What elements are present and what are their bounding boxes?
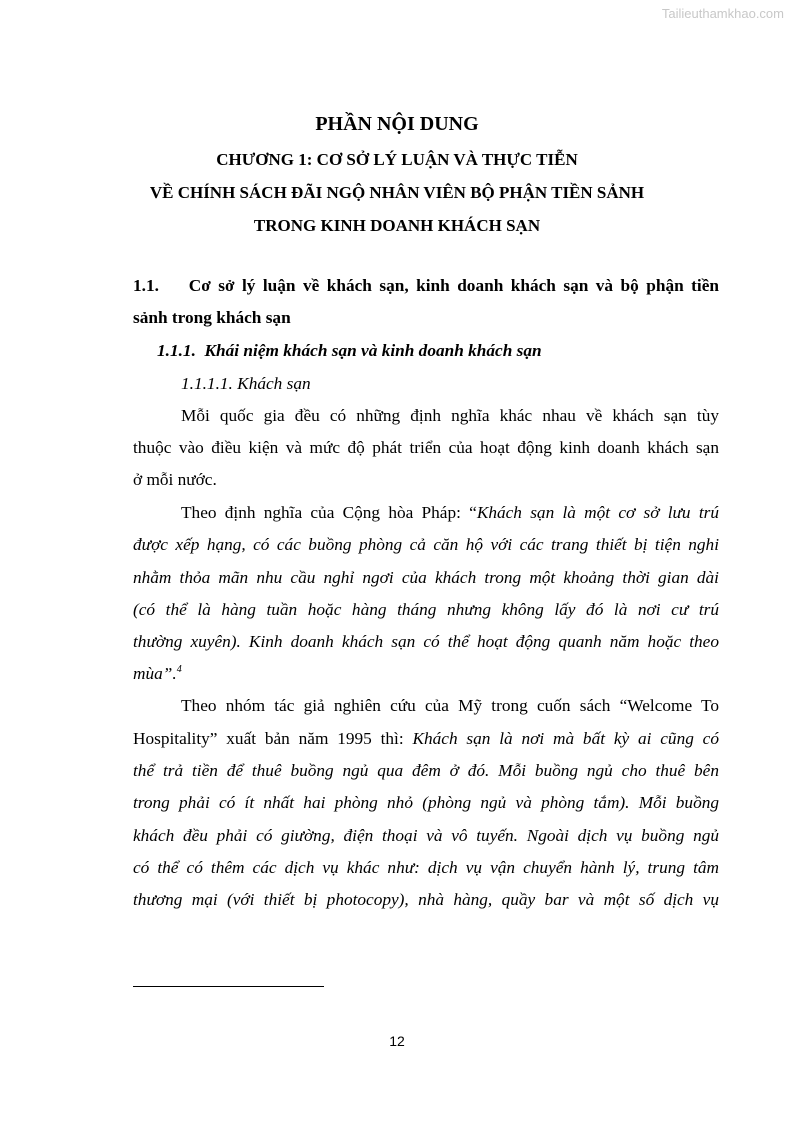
paragraph-3-line-2 bbox=[133, 729, 719, 753]
section-heading-1-1-line-2: sảnh trong khách sạn bbox=[133, 308, 291, 327]
part-title: PHẦN NỘI DUNG bbox=[315, 113, 479, 135]
paragraph-3-line-6: có thể có thêm các dịch vụ khác như: dịch vụ vận chuyển hành lý, trung tâm bbox=[133, 858, 719, 877]
paragraph-3-definition-start: Khách sạn là nơi mà bất kỳ ai cũng có bbox=[412, 729, 719, 748]
paragraph-2-line-5: thường xuyên). Kinh doanh khách sạn có thể hoạt động quanh năm hoặc theo bbox=[133, 632, 719, 651]
paragraph-3-line-4: trong phải có ít nhất hai phòng nhỏ (phòng ngủ và phòng tắm). Mỗi buồng bbox=[133, 793, 719, 812]
paragraph-2-line-2: được xếp hạng, có các buồng phòng cả căn hộ với các trang thiết bị tiện nghi bbox=[133, 535, 719, 554]
page-number: 12 bbox=[389, 1033, 405, 1049]
paragraph-3-line-1: Theo nhóm tác giả nghiên cứu của Mỹ trong cuốn sách “Welcome To bbox=[181, 696, 719, 715]
paragraph-2-quote-start: Khách sạn là một cơ sở lưu trú bbox=[476, 503, 719, 522]
paragraph-2-line-6 bbox=[133, 664, 719, 688]
watermark: Tailieuthamkhao.com bbox=[661, 6, 784, 21]
section-heading-1-1-line-1: 1.1. Cơ sở lý luận về khách sạn, kinh doanh khách sạn và bộ phận tiền bbox=[133, 276, 719, 295]
section-heading-1-1-1-1: 1.1.1.1. Khách sạn bbox=[181, 374, 311, 393]
paragraph-1-line-2: thuộc vào điều kiện và mức độ phát triển của hoạt động kinh doanh khách sạn bbox=[133, 438, 719, 457]
paragraph-2-intro: Theo định nghĩa của Cộng hòa Pháp: “ bbox=[181, 503, 477, 522]
paragraph-3-line-3: thể trả tiền để thuê buồng ngủ qua đêm ở đó. Mỗi buồng ngủ cho thuê bên bbox=[133, 761, 719, 780]
paragraph-1-line-3: ở mỗi nước. bbox=[133, 470, 217, 489]
paragraph-2-line-3: nhằm thỏa mãn nhu cầu nghỉ ngơi của khách trong một khoảng thời gian dài bbox=[133, 568, 719, 587]
paragraph-3-line-5: khách đều phải có giường, điện thoại và vô tuyến. Ngoài dịch vụ buồng ngủ bbox=[133, 826, 719, 845]
footnote-separator bbox=[133, 986, 324, 987]
paragraph-1-line-1: Mỗi quốc gia đều có những định nghĩa khác nhau về khách sạn tùy bbox=[181, 406, 719, 425]
chapter-title-line-1: CHƯƠNG 1: CƠ SỞ LÝ LUẬN VÀ THỰC TIỄN bbox=[216, 150, 578, 169]
paragraph-2-line-1 bbox=[181, 503, 719, 527]
footnote-reference[interactable]: 4 bbox=[176, 664, 182, 676]
section-heading-1-1-1: 1.1.1. Khái niệm khách sạn và kinh doanh khách sạn bbox=[157, 341, 542, 360]
paragraph-3-line-7: thương mại (với thiết bị photocopy), nhà hàng, quầy bar và một số dịch vụ bbox=[133, 890, 719, 909]
paragraph-2-quote-end: mùa”. bbox=[133, 664, 177, 683]
paragraph-3-intro: Hospitality” xuất bản năm 1995 thì: bbox=[133, 729, 413, 748]
chapter-title-line-3: TRONG KINH DOANH KHÁCH SẠN bbox=[253, 216, 541, 235]
chapter-title-line-2: VỀ CHÍNH SÁCH ĐÃI NGỘ NHÂN VIÊN BỘ PHẬN TIỀN SẢNH bbox=[149, 183, 645, 202]
paragraph-2-line-4: (có thể là hàng tuần hoặc hàng tháng nhưng không lấy đó là nơi cư trú bbox=[133, 600, 719, 619]
